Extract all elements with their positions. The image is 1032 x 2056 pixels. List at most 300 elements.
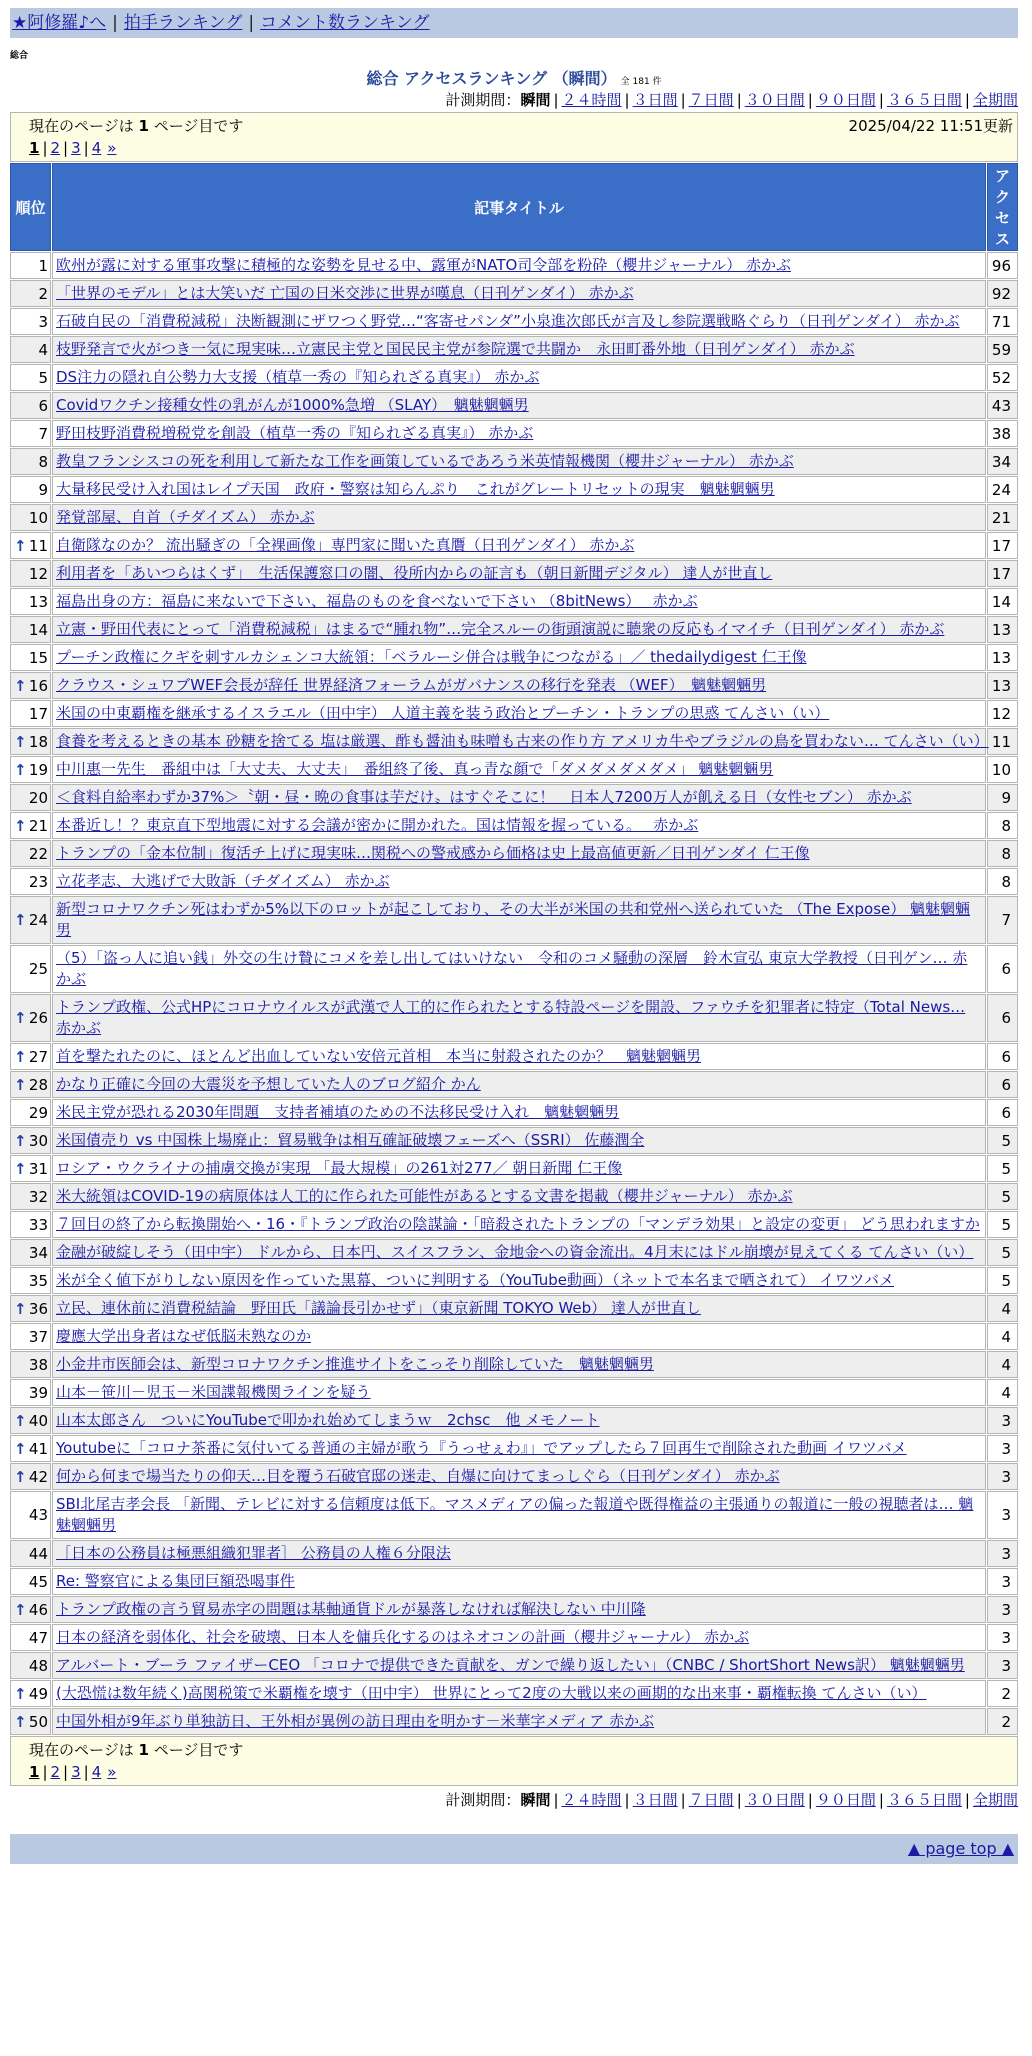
rank-number: 30 <box>28 1131 48 1150</box>
access-count: 13 <box>987 672 1018 699</box>
title-cell <box>52 1183 986 1210</box>
period-24h[interactable]: ２４時間 <box>561 91 622 109</box>
table-row <box>10 994 1018 1042</box>
rank-number: 25 <box>28 960 48 978</box>
rank-cell <box>10 308 51 335</box>
title-cell <box>52 700 986 727</box>
access-count: 59 <box>987 336 1018 363</box>
rank-cell <box>10 1099 51 1126</box>
rank-cell <box>10 1491 51 1539</box>
table-row <box>10 364 1018 391</box>
access-count: 5 <box>987 1155 1018 1182</box>
table-row <box>10 896 1018 944</box>
title-cell <box>52 560 986 587</box>
article-link[interactable]: (大恐慌は数年続く)高関税策で米覇権を壊す（田中宇） 世界にとって2度の大戦以来の画期的な出来事・覇権転換 てんさい（い） <box>56 1684 927 1702</box>
article-link[interactable]: （5）「盗っ人に追い銭」外交の生け贄にコメを差し出してはいけない 令和のコメ騒動の深層 鈴木宣弘 東京大学教授（日刊ゲン… 赤かぶ <box>56 949 968 988</box>
rank-cell <box>10 840 51 867</box>
title-cell <box>52 784 986 811</box>
title-cell <box>52 756 986 783</box>
period-30d[interactable]: ３０日間 <box>744 1791 805 1809</box>
rank-cell <box>10 420 51 447</box>
access-count: 13 <box>987 644 1018 671</box>
access-count: 8 <box>987 812 1018 839</box>
access-count: 5 <box>987 1183 1018 1210</box>
rank-cell <box>10 280 51 307</box>
rank-cell <box>10 448 51 475</box>
rank-cell <box>10 1127 51 1154</box>
rank-number: 34 <box>28 1243 48 1262</box>
period-7d[interactable]: ７日間 <box>688 1791 734 1809</box>
table-row <box>10 1540 1018 1567</box>
period-label: 計測期間： <box>445 91 521 109</box>
rank-number: 2 <box>38 284 48 303</box>
title-cell <box>52 1540 986 1567</box>
rank-number: 43 <box>28 1506 48 1524</box>
article-link[interactable]: 石破自民の「消費税減税」決断観測にザワつく野党…“客寄せパンダ”小泉進次郎氏が言及し参院選戦略ぐらり（日刊ゲンダイ） 赤かぶ <box>56 312 960 330</box>
title-cell <box>52 420 986 447</box>
period-current: 瞬間 <box>520 1791 551 1809</box>
ranking-heading <box>10 66 1018 88</box>
access-count: 43 <box>987 392 1018 419</box>
ranking-table <box>9 162 1019 1736</box>
article-link[interactable]: 利用者を「あいつらはくず」 生活保護窓口の闇、役所内からの証言も（朝日新聞デジタル） 達人が世直し <box>56 564 773 582</box>
access-count: 8 <box>987 840 1018 867</box>
access-count: 9 <box>987 784 1018 811</box>
table-row <box>10 1099 1018 1126</box>
rank-cell <box>10 560 51 587</box>
article-link[interactable]: 「世界のモデル」とは大笑いだ 亡国の日米交渉に世界が嘆息（日刊ゲンダイ） 赤かぶ <box>56 284 634 302</box>
rank-cell <box>10 1211 51 1238</box>
period-all[interactable]: 全期間 <box>972 1791 1018 1809</box>
access-count: 3 <box>987 1596 1018 1623</box>
article-link[interactable]: ロシア・ウクライナの捕虜交換が実現 「最大規模」の261対277／ 朝日新聞 仁王像 <box>56 1159 623 1177</box>
period-365d[interactable]: ３６５日間 <box>886 1791 962 1809</box>
rank-number: 3 <box>38 312 48 331</box>
article-link[interactable]: Youtubeに「コロナ茶番に気付いてる普通の主婦が歌う『うっせぇわ』」でアップしたら７回再生で削除された動画 イワツバメ <box>56 1439 907 1457</box>
article-link[interactable]: 野田枝野消費税増税党を創設（植草一秀の『知られざる真実』） 赤かぶ <box>56 424 534 442</box>
rank-number: 18 <box>28 732 48 751</box>
article-link[interactable]: トランプの「金本位制」復活チ上げに現実味…関税への警戒感から価格は史上最高値更新／日刊ゲンダイ 仁王像 <box>56 844 810 862</box>
up-arrow-icon: ↑ <box>14 1131 27 1150</box>
period-365d[interactable]: ３６５日間 <box>886 91 962 109</box>
table-row <box>10 1323 1018 1350</box>
rank-number: 20 <box>28 788 48 807</box>
article-link[interactable]: 中川惠一先生 番組中は「大丈夫、大丈夫」 番組終了後、真っ青な顔で「ダメダメダメダメ」 魑魅魍魎男 <box>56 760 774 778</box>
title-cell <box>52 812 986 839</box>
rank-number: 31 <box>28 1159 48 1178</box>
table-row <box>10 1568 1018 1595</box>
rank-number: 28 <box>28 1075 48 1094</box>
rank-cell <box>10 1239 51 1266</box>
article-link[interactable]: アルバート・ブーラ ファイザーCEO 「コロナで提供できた貢献を、ガンで繰り返したい」（CNBC / ShortShort News訳） 魑魅魍魎男 <box>56 1656 965 1674</box>
title-cell <box>52 280 986 307</box>
rank-cell <box>10 644 51 671</box>
rank-number: 5 <box>38 368 48 387</box>
rank-cell <box>10 1351 51 1378</box>
up-arrow-icon: ↑ <box>14 1411 27 1430</box>
article-link[interactable]: 欧州が露に対する軍事攻撃に積極的な姿勢を見せる中、露軍がNATO司令部を粉砕（櫻井ジャーナル） 赤かぶ <box>56 256 792 274</box>
rank-number: 47 <box>28 1628 48 1647</box>
access-count: 92 <box>987 280 1018 307</box>
article-link[interactable]: 米大統領はCOVID-19の病原体は人工的に作られた可能性があるとする文書を掲載（櫻井ジャーナル） 赤かぶ <box>56 1187 793 1205</box>
access-count: 52 <box>987 364 1018 391</box>
page-link-4[interactable]: 4 <box>91 139 102 157</box>
period-90d[interactable]: ９０日間 <box>815 1791 876 1809</box>
title-cell <box>52 392 986 419</box>
table-row <box>10 1379 1018 1406</box>
up-arrow-icon: ↑ <box>14 536 27 555</box>
table-row <box>10 1596 1018 1623</box>
rank-number: 11 <box>28 536 48 555</box>
table-row <box>10 1435 1018 1462</box>
table-row <box>10 672 1018 699</box>
title-cell <box>52 1624 986 1651</box>
page-links: 1 | 2 | 3 | 4 » <box>29 139 117 157</box>
bottom-bar <box>10 1834 1018 1864</box>
page-link-3[interactable]: 3 <box>71 1763 81 1781</box>
table-row <box>10 868 1018 895</box>
table-row <box>10 504 1018 531</box>
rank-cell <box>10 364 51 391</box>
access-count: 5 <box>987 1127 1018 1154</box>
article-link[interactable]: 小金井市医師会は、新型コロナワクチン推進サイトをこっそり削除していた 魑魅魍魎男 <box>56 1355 654 1373</box>
article-link[interactable]: Re: 警察官による集団巨額恐喝事件 <box>56 1572 295 1590</box>
access-count: 34 <box>987 448 1018 475</box>
access-count: 14 <box>987 588 1018 615</box>
rank-cell <box>10 1596 51 1623</box>
title-cell <box>52 994 986 1042</box>
rank-cell <box>10 1680 51 1707</box>
access-count: 17 <box>987 560 1018 587</box>
article-link[interactable]: 金融が破綻しそう（田中宇） ドルから、日本円、スイスフラン、金地金への資金流出。4月末にはドル崩壊が見えてくる てんさい（い） <box>56 1243 974 1261</box>
comment-ranking-link[interactable]: コメント数ランキング <box>260 13 430 33</box>
article-link[interactable]: DS注力の隠れ自公勢力大支援（植草一秀の『知られざる真実』） 赤かぶ <box>56 368 540 386</box>
title-cell <box>52 1568 986 1595</box>
rank-number: 14 <box>28 620 48 639</box>
access-count: 6 <box>987 1071 1018 1098</box>
article-link[interactable]: 日本の経済を弱体化、社会を破壊、日本人を傭兵化するのはネオコンの計画（櫻井ジャーナル） 赤かぶ <box>56 1628 750 1646</box>
title-cell <box>52 1491 986 1539</box>
rank-cell <box>10 896 51 944</box>
up-arrow-icon: ↑ <box>14 760 27 779</box>
title-cell <box>52 1708 986 1735</box>
article-link[interactable]: 立憲・野田代表にとって「消費税減税」はまるで“腫れ物”…完全スルーの街頭演説に聴衆の反応もイマイチ（日刊ゲンダイ） 赤かぶ <box>56 620 945 638</box>
period-selector-bottom: 計測期間：瞬間 | ２４時間 | ３日間 | ７日間 | ３０日間 | ９０日間 | ３６５日間 | 全期間 <box>445 1791 1018 1809</box>
article-link[interactable]: ７回目の終了から転換開始へ・16・『トランプ政治の陰謀論・「暗殺されたトランプの「マンデラ効果」と設定の変更」 どう思われますか <box>56 1215 980 1233</box>
table-row <box>10 1183 1018 1210</box>
rank-number: 23 <box>28 872 48 891</box>
table-row <box>10 728 1018 755</box>
applause-ranking-link[interactable]: 拍手ランキング <box>123 13 243 33</box>
table-row <box>10 1624 1018 1651</box>
table-row <box>10 1071 1018 1098</box>
title-cell <box>52 308 986 335</box>
table-row <box>10 476 1018 503</box>
rank-cell <box>10 672 51 699</box>
article-link[interactable]: 食養を考えるときの基本 砂糖を捨てる 塩は厳選、酢も醤油も味噌も古来の作り方 アメリカ牛やブラジルの鳥を買わない… てんさい（い） <box>56 732 989 750</box>
access-count: 4 <box>987 1351 1018 1378</box>
page-link-2[interactable]: 2 <box>50 1763 61 1781</box>
article-link[interactable]: 立花孝志、大逃げで大敗訴（チダイズム） 赤かぶ <box>56 872 390 890</box>
title-cell <box>52 1463 986 1490</box>
rank-number: 8 <box>38 452 48 471</box>
up-arrow-icon: ↑ <box>14 816 27 835</box>
rank-cell <box>10 1379 51 1406</box>
table-row <box>10 1155 1018 1182</box>
access-count: 4 <box>987 1379 1018 1406</box>
article-link[interactable]: 何から何まで場当たりの仰天…目を覆う石破官邸の迷走、自爆に向けてまっしぐら（日刊ゲンダイ） 赤かぶ <box>56 1467 780 1485</box>
table-row <box>10 280 1018 307</box>
rank-number: 50 <box>28 1712 48 1731</box>
period-3d[interactable]: ３日間 <box>632 91 678 109</box>
rank-number: 4 <box>38 340 48 359</box>
up-arrow-icon: ↑ <box>14 676 27 695</box>
article-link[interactable]: 発覚部屋、自首（チダイズム） 赤かぶ <box>56 508 315 526</box>
access-count: 3 <box>987 1491 1018 1539</box>
period-24h[interactable]: ２４時間 <box>561 1791 622 1809</box>
access-count: 38 <box>987 420 1018 447</box>
access-count: 11 <box>987 728 1018 755</box>
access-count: 2 <box>987 1680 1018 1707</box>
table-row <box>10 588 1018 615</box>
title-cell <box>52 1680 986 1707</box>
rank-cell <box>10 1407 51 1434</box>
access-count: 12 <box>987 700 1018 727</box>
access-count: 4 <box>987 1323 1018 1350</box>
title-cell <box>52 504 986 531</box>
table-row <box>10 560 1018 587</box>
rank-number: 19 <box>28 760 48 779</box>
article-link[interactable]: 中国外相が9年ぶり単独訪日、王外相が異例の訪日理由を明かす－米華字メディア 赤かぶ <box>56 1712 655 1730</box>
access-count: 5 <box>987 1239 1018 1266</box>
rank-number: 6 <box>38 396 48 415</box>
access-count: 3 <box>987 1568 1018 1595</box>
up-arrow-icon: ↑ <box>14 1075 27 1094</box>
up-arrow-icon: ↑ <box>14 1047 27 1066</box>
article-link[interactable]: 自衛隊なのか？ 流出騒ぎの「全裸画像」専門家に聞いた真贋（日刊ゲンダイ） 赤かぶ <box>56 536 635 554</box>
table-row <box>10 1267 1018 1294</box>
rank-number: 38 <box>28 1355 48 1374</box>
up-arrow-icon: ↑ <box>14 1159 27 1178</box>
table-row <box>10 448 1018 475</box>
rank-number: 42 <box>28 1467 48 1486</box>
article-link[interactable]: ［日本の公務員は極悪組織犯罪者］ 公務員の人権６分限法 <box>56 1544 451 1562</box>
col-title-header: 記事タイトル <box>52 163 986 251</box>
rank-number: 24 <box>28 911 48 929</box>
access-count: 21 <box>987 504 1018 531</box>
period-30d[interactable]: ３０日間 <box>744 91 805 109</box>
article-link[interactable]: トランプ政権、公式HPにコロナウイルスが武漢で人工的に作られたとする特設ページを開設、ファウチを犯罪者に特定（Total News… 赤かぶ <box>56 998 966 1037</box>
next-page-link[interactable]: » <box>107 139 117 157</box>
article-link[interactable]: 山本－笹川－児玉－米国諜報機関ラインを疑う <box>56 1383 371 1401</box>
rank-cell <box>10 504 51 531</box>
rank-cell <box>10 1155 51 1182</box>
rank-cell <box>10 1071 51 1098</box>
rank-cell <box>10 868 51 895</box>
rank-cell <box>10 994 51 1042</box>
article-link[interactable]: 大量移民受け入れ国はレイプ天国 政府・警察は知らんぷり これがグレートリセットの現実 魑魅魍魎男 <box>56 480 775 498</box>
table-row <box>10 1652 1018 1679</box>
page-link-3[interactable]: 3 <box>71 139 81 157</box>
article-link[interactable]: 米が全く値下がりしない原因を作っていた黒幕、ついに判明する（YouTube動画）（ネットで本名まで晒されて） イワツバメ <box>56 1271 894 1289</box>
title-cell <box>52 1295 986 1322</box>
page-link-2[interactable]: 2 <box>50 139 61 157</box>
rank-number: 27 <box>28 1047 48 1066</box>
page-top-link[interactable]: ▲ page top ▲ <box>907 1839 1014 1858</box>
rank-cell <box>10 1624 51 1651</box>
title-cell <box>52 1211 986 1238</box>
rank-number: 1 <box>38 256 48 275</box>
rank-number: 33 <box>28 1215 48 1234</box>
access-count: 8 <box>987 868 1018 895</box>
rank-number: 17 <box>28 704 48 723</box>
up-arrow-icon: ↑ <box>14 1467 27 1486</box>
table-row <box>10 700 1018 727</box>
rank-number: 37 <box>28 1327 48 1346</box>
access-count: 6 <box>987 994 1018 1042</box>
table-row <box>10 784 1018 811</box>
rank-number: 45 <box>28 1572 48 1591</box>
title-cell <box>52 364 986 391</box>
access-count: 5 <box>987 1267 1018 1294</box>
article-link[interactable]: 本番近し！？東京直下型地震に対する会議が密かに開かれた。国は情報を握っている。 赤かぶ <box>56 816 699 834</box>
title-cell <box>52 1239 986 1266</box>
article-link[interactable]: ＜食料自給率わずか37%＞〝朝・昼・晩の食事は芋だけ〟はすぐそこに！ 日本人7200万人が飢える日（女性セブン） 赤かぶ <box>56 788 912 806</box>
nav-separator: | <box>112 13 118 33</box>
rank-cell <box>10 1043 51 1070</box>
title-cell <box>52 532 986 559</box>
rank-number: 7 <box>38 424 48 443</box>
rank-number: 44 <box>28 1544 48 1563</box>
title-cell <box>52 1099 986 1126</box>
table-row <box>10 840 1018 867</box>
article-link[interactable]: かなり正確に今回の大震災を予想していた人のブログ紹介 かん <box>56 1075 481 1093</box>
period-90d[interactable]: ９０日間 <box>815 91 876 109</box>
table-row <box>10 756 1018 783</box>
rank-number: 21 <box>28 816 48 835</box>
rank-cell <box>10 532 51 559</box>
article-link[interactable]: 米国の中東覇権を継承するイスラエル（田中宇） 人道主義を装う政治とプーチン・トランプの思惑 てんさい（い） <box>56 704 830 722</box>
rank-number: 48 <box>28 1656 48 1675</box>
page-current: 1 <box>29 1763 40 1781</box>
rank-number: 49 <box>28 1684 48 1703</box>
rank-number: 36 <box>28 1299 48 1318</box>
rank-number: 29 <box>28 1103 48 1122</box>
article-link[interactable]: 福島出身の方：福島に来ないで下さい、福島のものを食べないで下さい （8bitNews） 赤かぶ <box>56 592 698 610</box>
access-count: 71 <box>987 308 1018 335</box>
rank-cell <box>10 1652 51 1679</box>
rank-cell <box>10 1323 51 1350</box>
rank-number: 15 <box>28 648 48 667</box>
up-arrow-icon: ↑ <box>14 1009 27 1027</box>
table-row <box>10 1127 1018 1154</box>
rank-cell <box>10 476 51 503</box>
article-link[interactable]: トランプ政権の言う貿易赤字の問題は基軸通貨ドルが暴落しなければ解決しない 中川隆 <box>56 1600 646 1618</box>
rank-number: 40 <box>28 1411 48 1430</box>
rank-cell <box>10 1267 51 1294</box>
up-arrow-icon: ↑ <box>14 1299 27 1318</box>
table-row <box>10 1211 1018 1238</box>
rank-cell <box>10 588 51 615</box>
title-cell <box>52 336 986 363</box>
article-link[interactable]: 首を撃たれたのに、ほとんど出血していない安倍元首相 本当に射殺されたのか？ 魑魅魍魎男 <box>56 1047 702 1065</box>
access-count: 10 <box>987 756 1018 783</box>
title-cell <box>52 1323 986 1350</box>
pager-bottom <box>10 1736 1018 1786</box>
title-cell <box>52 1267 986 1294</box>
article-link[interactable]: 教皇フランシスコの死を利用して新たな工作を画策しているであろう米英情報機関（櫻井ジャーナル） 赤かぶ <box>56 452 794 470</box>
access-count: 4 <box>987 1295 1018 1322</box>
table-row <box>10 616 1018 643</box>
article-link[interactable]: 立民、連休前に消費税結論 野田氏「議論長引かせず」（東京新聞 TOKYO Web） 達人が世直し <box>56 1299 701 1317</box>
access-count: 3 <box>987 1652 1018 1679</box>
article-link[interactable]: 新型コロナワクチン死はわずか5%以下のロットが起こしており、その大半が米国の共和党州へ送られていた （The Expose） 魑魅魍魎男 <box>56 900 971 939</box>
access-count: 17 <box>987 532 1018 559</box>
up-arrow-icon: ↑ <box>14 1439 27 1458</box>
access-count: 6 <box>987 1099 1018 1126</box>
table-row <box>10 1351 1018 1378</box>
article-link[interactable]: 枝野発言で火がつき一気に現実味…立憲民主党と国民民主党が参院選で共闘か 永田町番外地（日刊ゲンダイ） 赤かぶ <box>56 340 855 358</box>
period-3d[interactable]: ３日間 <box>632 1791 678 1809</box>
access-count: 3 <box>987 1407 1018 1434</box>
rank-cell <box>10 812 51 839</box>
article-link[interactable]: 米民主党が恐れる2030年問題 支持者補填のための不法移民受け入れ 魑魅魍魎男 <box>56 1103 620 1121</box>
period-current: 瞬間 <box>520 91 551 109</box>
rank-cell <box>10 1183 51 1210</box>
rank-number: 26 <box>28 1009 48 1027</box>
rank-number: 35 <box>28 1271 48 1290</box>
article-link[interactable]: 米国債売り vs 中国株上場廃止：貿易戦争は相互確証破壊フェーズへ（SSRI） 佐藤潤全 <box>56 1131 645 1149</box>
period-7d[interactable]: ７日間 <box>688 91 734 109</box>
access-count: 3 <box>987 1435 1018 1462</box>
rank-cell <box>10 756 51 783</box>
section-label: 総合 <box>10 51 29 61</box>
top-nav-bar <box>10 8 1018 38</box>
table-row <box>10 1239 1018 1266</box>
title-cell <box>52 945 986 993</box>
article-link[interactable]: 慶應大学出身者はなぜ低脳未熟なのか <box>56 1327 312 1345</box>
article-link[interactable]: Covidワクチン接種女性の乳がんが1000%急増 （SLAY） 魑魅魍魎男 <box>56 396 529 414</box>
up-arrow-icon: ↑ <box>14 1712 27 1731</box>
access-count: 96 <box>987 252 1018 279</box>
rank-cell <box>10 1540 51 1567</box>
article-link[interactable]: プーチン政権にクギを刺すルカシェンコ大統領：「ベラルーシ併合は戦争につながる」／ thedailydigest 仁王像 <box>56 648 807 666</box>
rank-cell <box>10 945 51 993</box>
rank-number: 41 <box>28 1439 48 1458</box>
rank-number: 22 <box>28 844 48 863</box>
article-link[interactable]: 山本太郎さん ついにYouTubeで叩かれ始めてしまうｗ 2chsc 他 メモノート <box>56 1411 600 1429</box>
page-link-4[interactable]: 4 <box>91 1763 102 1781</box>
rank-number: 16 <box>28 676 48 695</box>
article-link[interactable]: クラウス・シュワブWEF会長が辞任 世界経済フォーラムがガバナンスの移行を発表 （WEF） 魑魅魍魎男 <box>56 676 767 694</box>
title-cell <box>52 252 986 279</box>
rank-number: 10 <box>28 508 48 527</box>
up-arrow-icon: ↑ <box>14 1600 27 1619</box>
title-cell <box>52 896 986 944</box>
rank-cell <box>10 616 51 643</box>
title-cell <box>52 1435 986 1462</box>
rank-cell <box>10 700 51 727</box>
table-row <box>10 812 1018 839</box>
home-link[interactable]: ★阿修羅♪へ <box>12 13 107 33</box>
rank-cell <box>10 784 51 811</box>
article-link[interactable]: SBI北尾吉孝会長 「新聞、テレビに対する信頼度は低下。マスメディアの偏った報道や既得権益の主張通りの報道に一般の視聴者は… 魑魅魍魎男 <box>56 1495 974 1534</box>
rank-number: 12 <box>28 564 48 583</box>
period-all[interactable]: 全期間 <box>972 91 1018 109</box>
title-cell <box>52 868 986 895</box>
next-page-link[interactable]: » <box>107 1763 117 1781</box>
table-row <box>10 644 1018 671</box>
